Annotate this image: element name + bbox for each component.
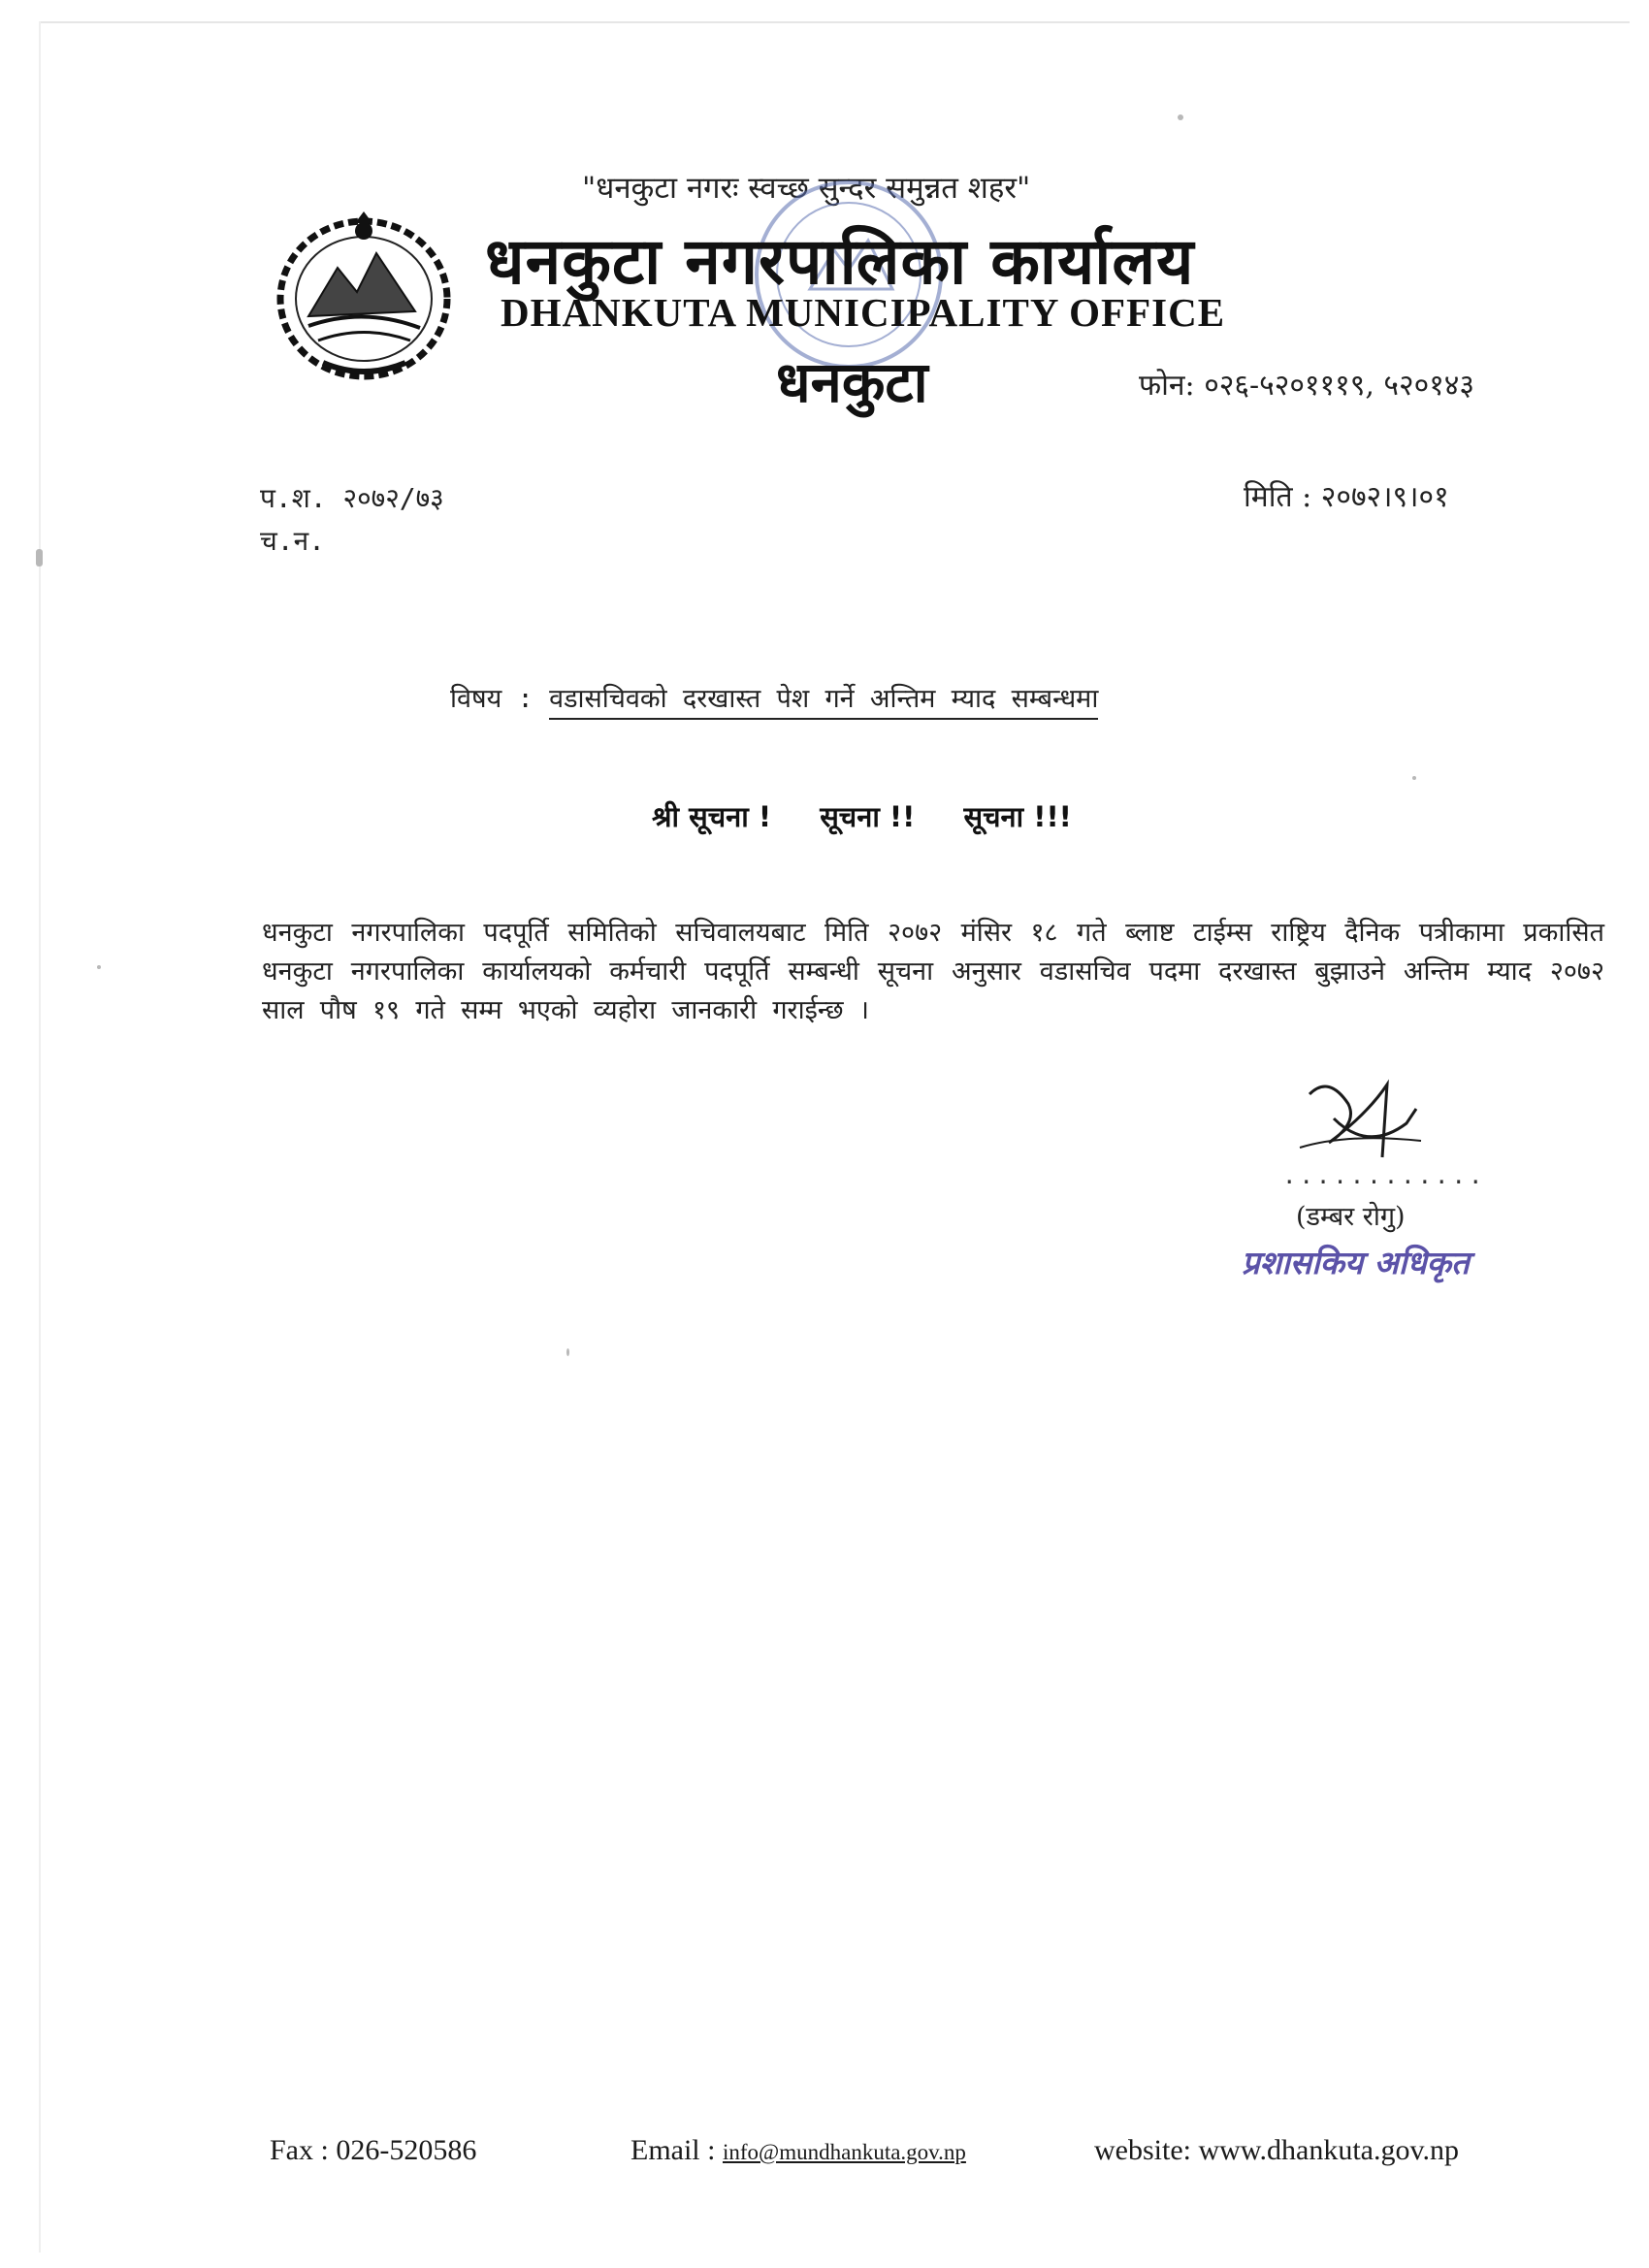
- email-link[interactable]: info@mundhankuta.gov.np: [722, 2140, 966, 2164]
- notice-heading-part1: श्री सूचना !: [652, 800, 772, 833]
- office-phone: फोन: ०२६-५२०१११९, ५२०१४३: [1139, 369, 1475, 403]
- office-name-english: DHANKUTA MUNICIPALITY OFFICE: [501, 290, 1226, 335]
- scan-edge-left: [39, 21, 41, 2252]
- footer-fax: Fax : 026-520586: [270, 2134, 477, 2166]
- scan-speck: [566, 1348, 569, 1356]
- scan-speck: [97, 965, 101, 969]
- scan-speck: [36, 549, 43, 567]
- subject-line: [450, 679, 1098, 715]
- subject-text: वडासचिवको दरखास्त पेश गर्ने अन्तिम म्याद सम्बन्धमा: [549, 684, 1098, 720]
- subject-label: विषय :: [450, 684, 534, 714]
- municipality-motto: "धनकुटा नगरः स्वच्छ सुन्दर समुन्नत शहर": [582, 171, 1031, 206]
- signer-title: प्रशासकिय अधिकृत: [1242, 1244, 1470, 1281]
- office-name-nepali: धनकुटा नगरपालिका कार्यालय: [485, 224, 1195, 299]
- dispatch-number: च.न.: [260, 525, 326, 557]
- notice-body: धनकुटा नगरपालिका पदपूर्ति समितिको सचिवालयबाट मिति २०७२ मंसिर १८ गते ब्लाष्ट टाईम्स राष्ट्रिय दैनिक पत्रीकामा प्रकासित धनकुटा नगरपालिका कार्यालयको कर्मचारी पदपूर्ति सम्बन्धी सूचना अनुसार वडासचिव पदमा दरखास्त बुझाउने अन्तिम म्याद २०७२ साल पौष १९ गते सम्म भएको व्यहोरा जानकारी गराईन्छ ।: [262, 918, 1604, 1025]
- notice-heading-part3: सूचना !!!: [963, 800, 1072, 833]
- city-name-nepali: धनकुटा: [776, 349, 928, 415]
- scan-speck: [1178, 114, 1183, 120]
- footer-email: [630, 2134, 966, 2167]
- footer-website[interactable]: website: www.dhankuta.gov.np: [1094, 2134, 1460, 2166]
- scan-edge-top: [39, 21, 1630, 23]
- signer-name: (डम्बर रोगु): [1296, 1202, 1406, 1232]
- letter-number: प.श. २०७२/७३: [260, 482, 444, 514]
- notice-heading-part2: सूचना !!: [820, 800, 916, 833]
- notice-heading: [652, 797, 1111, 835]
- signature-dots: ............: [1282, 1162, 1486, 1189]
- nepal-emblem-icon: [270, 210, 459, 384]
- footer-email-label: Email :: [630, 2134, 716, 2166]
- letter-date: मिति : २०७२।९।०१: [1244, 480, 1449, 514]
- scan-speck: [1412, 776, 1416, 780]
